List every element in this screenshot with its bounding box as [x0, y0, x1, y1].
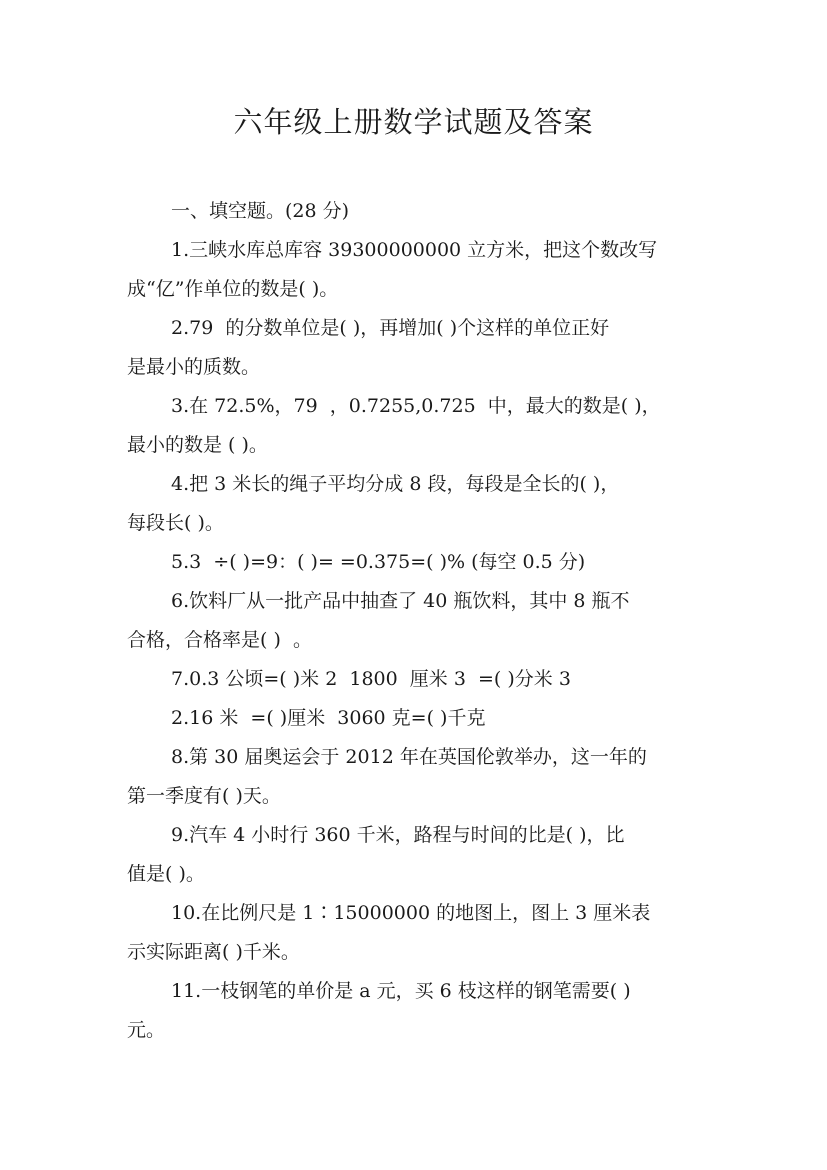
text-line: 10.在比例尺是 1∶15000000 的地图上，图上 3 厘米表 [171, 902, 651, 924]
text-line: 元。 [127, 1019, 166, 1041]
text-line: 7.0.3 公顷=( )米 2 1800 厘米 3 =( )分米 3 [171, 668, 571, 690]
document-title: 六年级上册数学试题及答案 [233, 105, 594, 139]
text-line: 每段长( )。 [127, 512, 224, 534]
text-line: 6.饮料厂从一批产品中抽查了 40 瓶饮料，其中 8 瓶不 [171, 590, 630, 612]
text-line: 2.79 的分数单位是( )，再增加( )个这样的单位正好 [171, 317, 610, 339]
text-line: 示实际距离( )千米。 [127, 941, 300, 963]
text-line: 最小的数是 ( )。 [127, 434, 268, 456]
text-line: 成“亿”作单位的数是( )。 [127, 278, 339, 300]
text-line: 合格，合格率是( ) 。 [127, 629, 312, 651]
text-line: 一、填空题。(28 分) [171, 200, 350, 222]
text-line: 4.把 3 米长的绳子平均分成 8 段，每段是全长的( )， [171, 473, 620, 495]
text-line: 3.在 72.5%，79 ，0.7255,0.725 中，最大的数是( )， [171, 395, 661, 417]
text-line: 9.汽车 4 小时行 360 千米，路程与时间的比是( )，比 [171, 824, 625, 846]
text-line: 第一季度有( )天。 [127, 785, 281, 807]
text-line: 是最小的质数。 [127, 356, 261, 378]
text-line: 8.第 30 届奥运会于 2012 年在英国伦敦举办，这一年的 [171, 746, 647, 768]
text-line: 1.三峡水库总库容 39300000000 立方米，把这个数改写 [171, 239, 658, 261]
text-line: 11.一枝钢笔的单价是 a 元，买 6 枝这样的钢笔需要( ) [171, 980, 631, 1002]
text-line: 2.16 米 =( )厘米 3060 克=( )千克 [171, 707, 486, 729]
text-line: 5.3 ÷( )=9：( )= =0.375=( )% (每空 0.5 分) [171, 551, 586, 573]
document-body [127, 192, 707, 1050]
text-line: 值是( )。 [127, 863, 205, 885]
